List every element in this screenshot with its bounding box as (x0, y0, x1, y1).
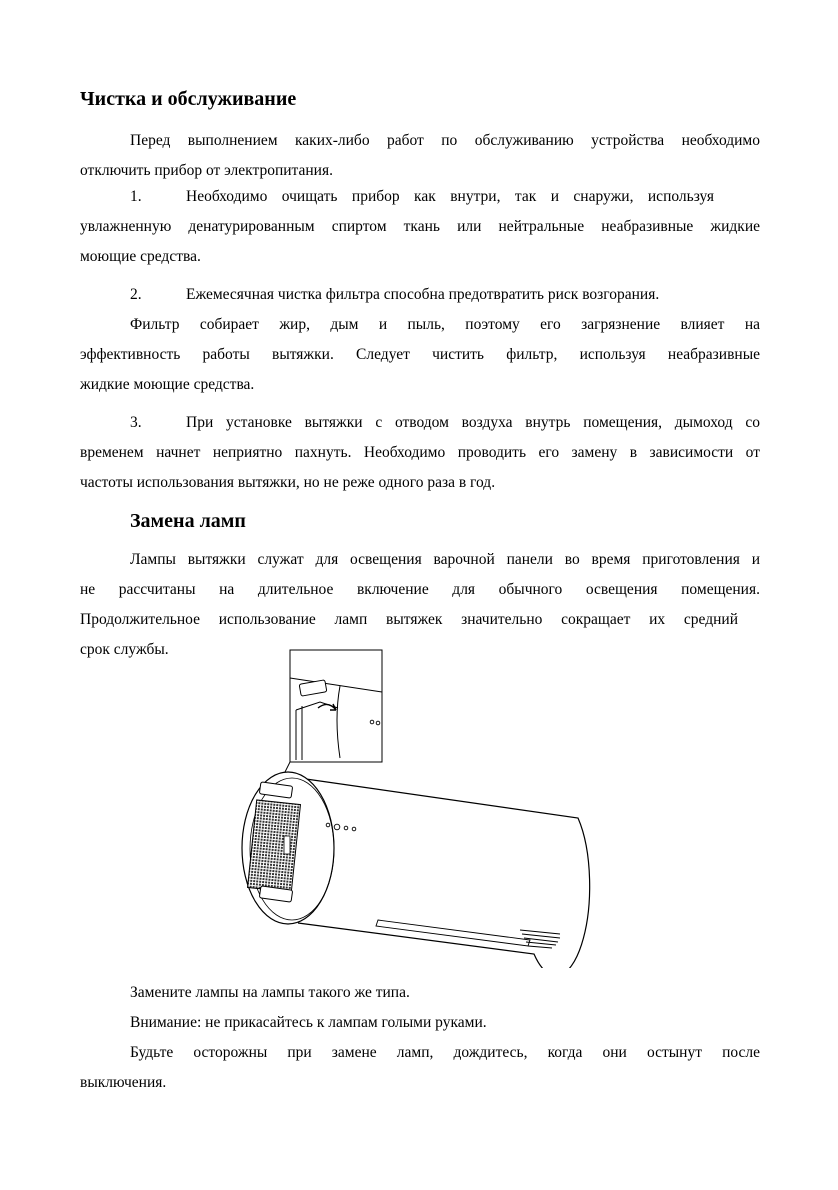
text-line: не рассчитаны на длительное включение для обычного освещения помещения. (80, 581, 760, 598)
text-line: Ежемесячная чистка фильтра способна предотвратить риск возгорания. (186, 286, 660, 303)
list-item-1 (80, 182, 760, 272)
text-line: частоты использования вытяжки, но не реже одного раза в год. (80, 474, 496, 491)
text-line: Фильтр собирает жир, дым и пыль, поэтому его загрязнение влияет на (130, 316, 760, 333)
section-title-lamps: Замена ламп (130, 510, 246, 532)
note-warning (80, 1008, 760, 1038)
text-line: Лампы вытяжки служат для освещения варочной панели во время приготовления и (130, 551, 760, 568)
paragraph-intro (80, 126, 760, 186)
note-replace-lamps (80, 978, 760, 1008)
text-line: Необходимо очищать прибор как внутри, так и снаружи, используя (186, 188, 714, 205)
detail-view (282, 650, 382, 778)
text-line: Будьте осторожны при замене ламп, дождитесь, когда они остынут после (130, 1044, 760, 1061)
note-caution (80, 1038, 760, 1098)
hood-body (242, 772, 590, 968)
text-line: эффективность работы вытяжки. Следует чистить фильтр, используя неабразивные (80, 346, 760, 363)
text-line: Продолжительное использование ламп вытяжек значительно сокращает их средний (80, 611, 738, 628)
text-line: срок службы. (80, 641, 169, 658)
text-line: увлажненную денатурированным спиртом ткань или нейтральные неабразивные жидкие (80, 218, 760, 235)
text-line: При установке вытяжки с отводом воздуха внутрь помещения, дымоход со (186, 414, 760, 431)
text-line: жидкие моющие средства. (80, 376, 255, 393)
text-line: Перед выполнением каких-либо работ по обслуживанию устройства необходимо (130, 132, 760, 149)
lamp-strip (376, 920, 560, 948)
list-item-3 (80, 408, 760, 498)
text-line: отключить прибор от электропитания. (80, 162, 333, 179)
text-line: Замените лампы на лампы такого же типа. (130, 984, 410, 1001)
section-title-cleaning: Чистка и обслуживание (80, 88, 297, 110)
text-line: моющие средства. (80, 248, 201, 265)
list-number: 2. (130, 286, 142, 303)
list-number: 3. (130, 414, 142, 431)
paragraph-filter (80, 310, 760, 400)
paragraph-lamps-intro (80, 545, 760, 665)
list-number: 1. (130, 188, 142, 205)
range-hood-illustration (230, 648, 610, 968)
text-line: Внимание: не прикасайтесь к лампам голыми руками. (130, 1014, 487, 1031)
text-line: временем начнет неприятно пахнуть. Необходимо проводить его замену в зависимости от (80, 444, 760, 461)
text-line: выключения. (80, 1074, 167, 1091)
list-item-2 (80, 280, 760, 310)
